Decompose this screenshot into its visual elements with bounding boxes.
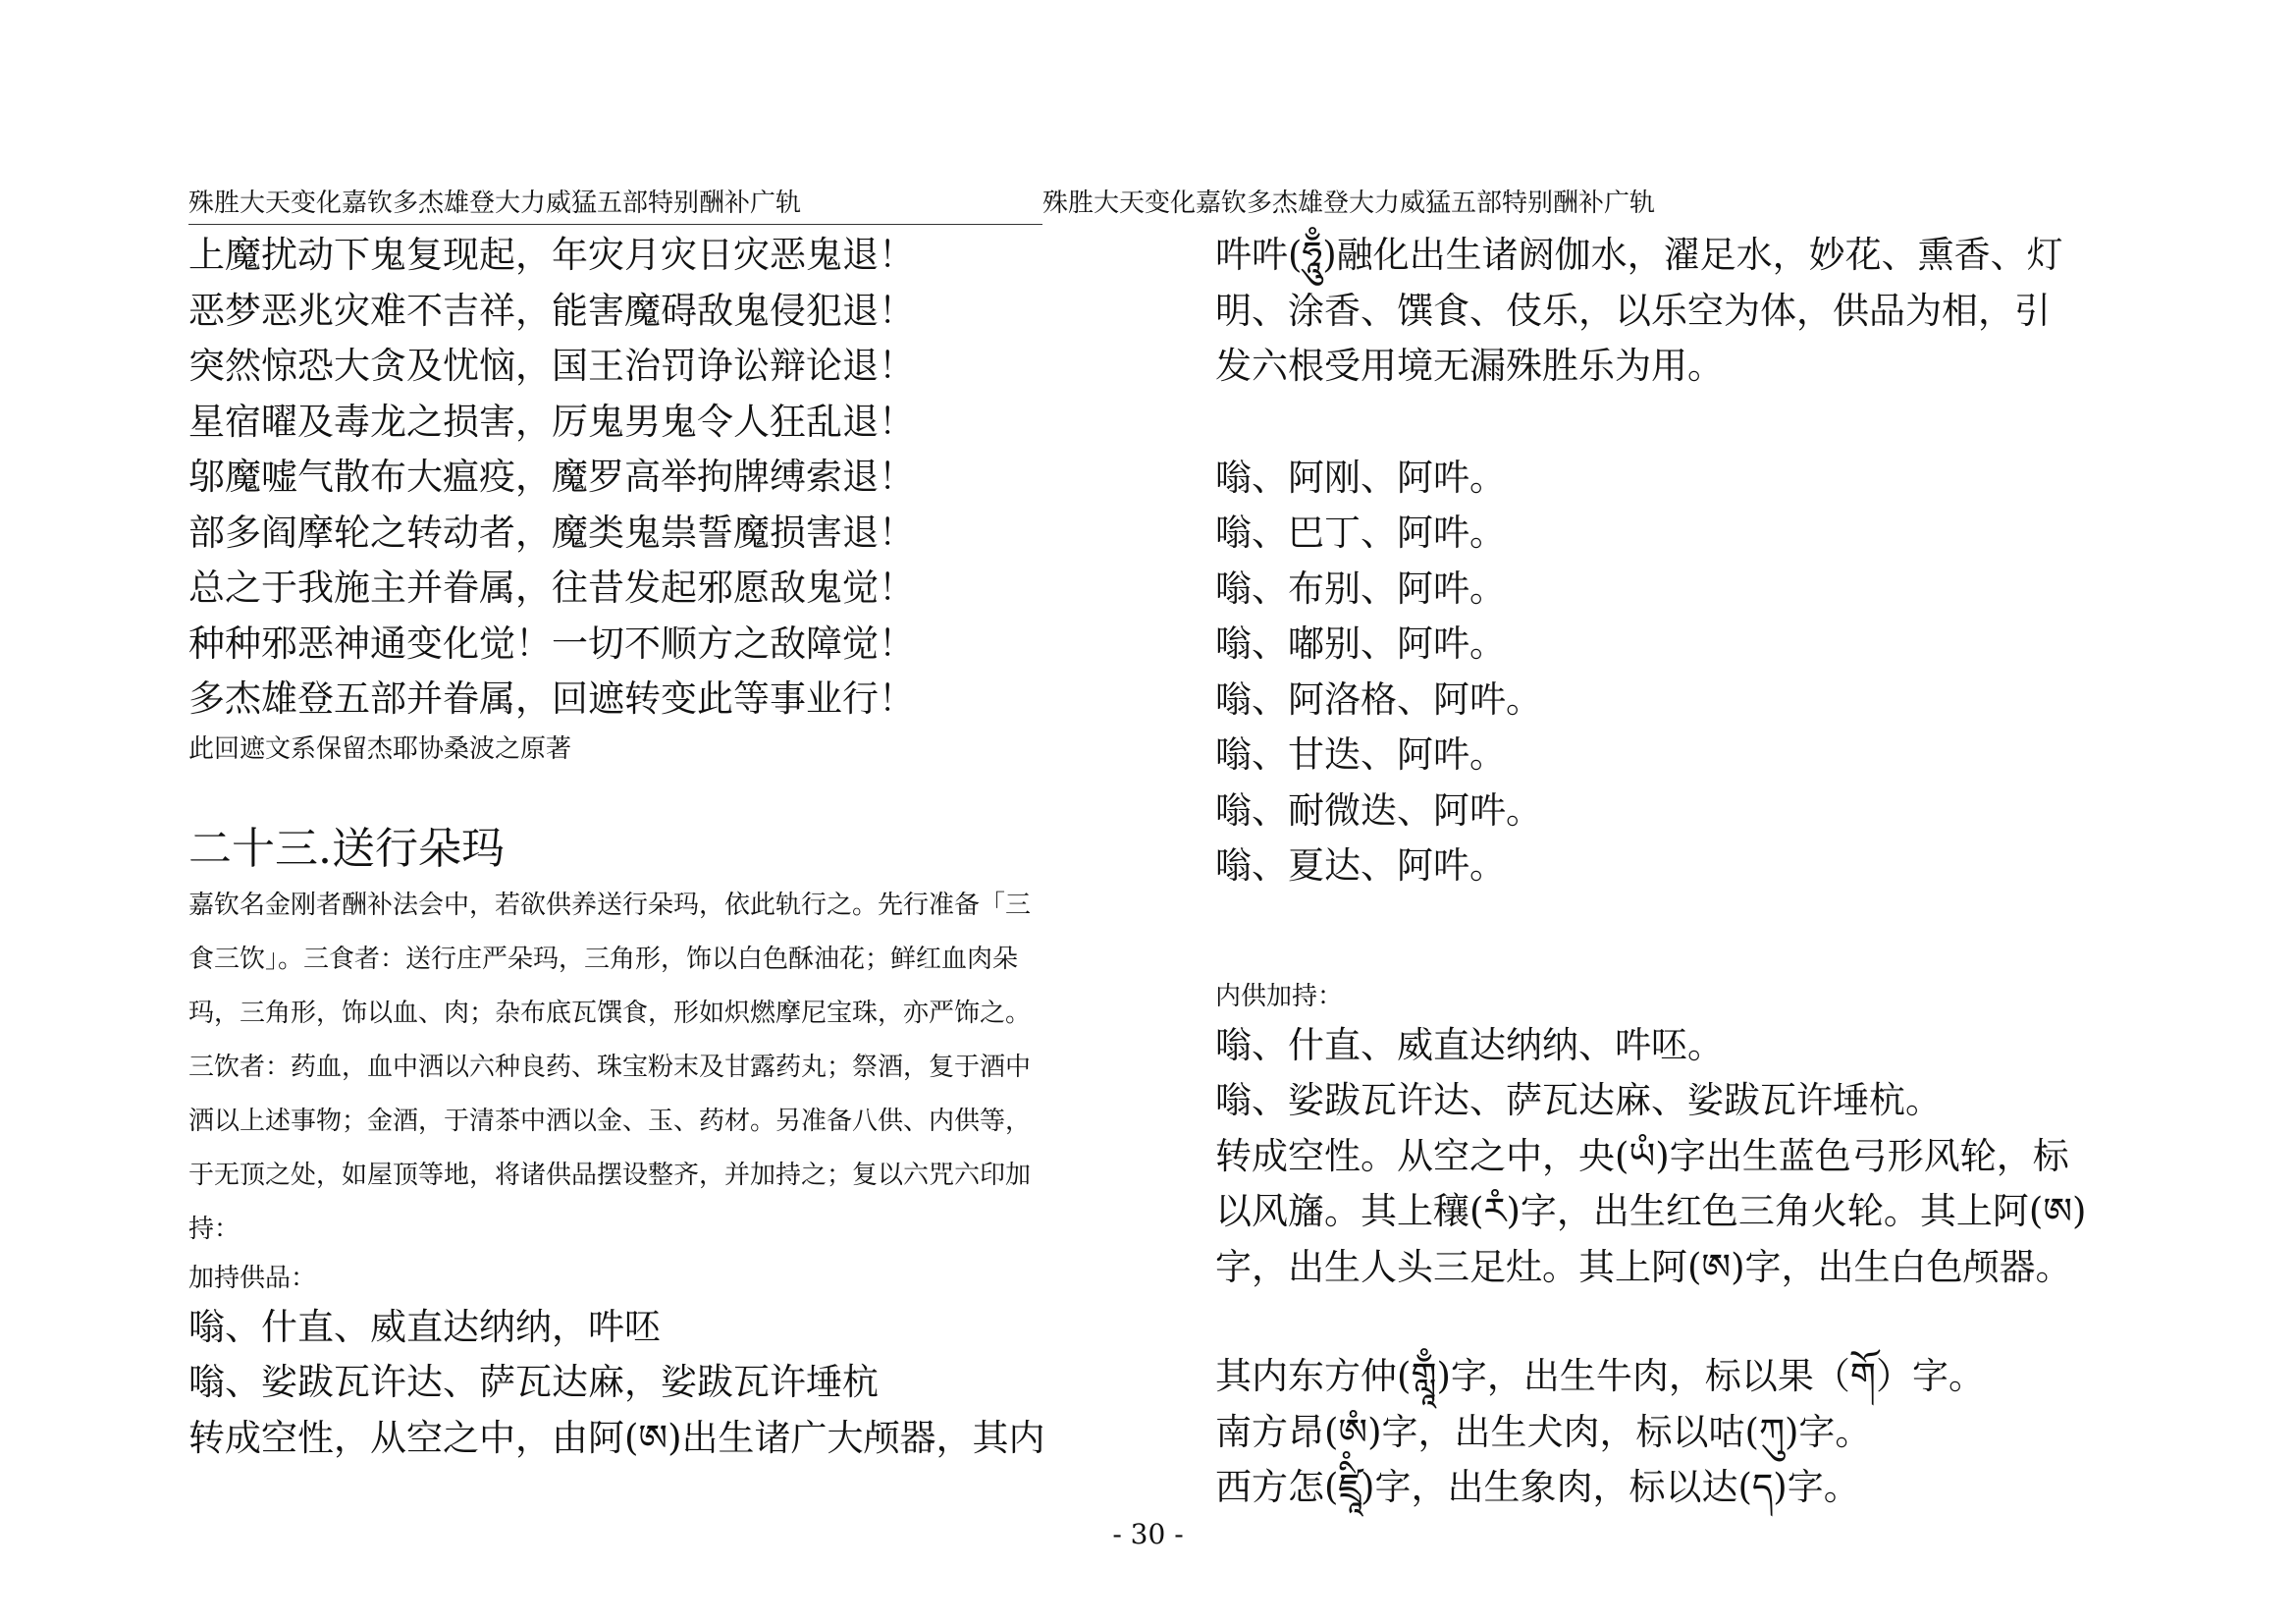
left-column [188, 228, 1111, 1466]
mantra-line: 嗡、阿洛格、阿吽。 [1215, 677, 1542, 721]
bless-offerings-label: 加持供品： [188, 1263, 317, 1293]
verse-attribution-note: 此回遮文系保留杰耶协桑波之原著 [188, 733, 572, 764]
inner-line: 字，出生人头三足灶。其上阿(ཨ)字，出生白色颅器。 [1215, 1245, 2072, 1288]
header-rule [188, 224, 1042, 225]
intro-line: 于无顶之处，如屋顶等地，将诸供品摆设整齐，并加持之；复以六咒六印加 [188, 1160, 1032, 1190]
inner-line: 嗡、什直、威直达纳纳、吽呸。 [1215, 1023, 1724, 1066]
inner-line: 以风旛。其上穰(རཾ)字，出生红色三角火轮。其上阿(ཨ) [1215, 1190, 2087, 1232]
opening-line: 发六根受用境无漏殊胜乐为用。 [1215, 345, 1724, 387]
mantra-line: 嗡、甘迭、阿吽。 [1215, 733, 1506, 776]
intro-line: 嘉钦名金刚者酬补法会中，若欲供养送行朵玛，依此轨行之。先行准备「三 [188, 890, 1032, 920]
intro-line: 食三饮」。三食者：送行庄严朵玛，三角形，饰以白色酥油花；鲜红血肉朵 [188, 944, 1019, 974]
mantra-line: 嗡、耐微迭、阿吽。 [1215, 788, 1542, 832]
verse-line: 多杰雄登五部并眷属，回遮转变此等事业行！ [188, 677, 915, 720]
inner-offering-label: 内供加持： [1215, 981, 1344, 1011]
verse-line: 部多阎摩轮之转动者，魔类鬼祟誓魔损害退！ [188, 511, 915, 554]
intro-paragraph [188, 879, 1111, 1257]
mantra-line: 嗡、嘟别、阿吽。 [1215, 622, 1506, 665]
verse-line: 星宿曜及毒龙之损害，厉鬼男鬼令人狂乱退！ [188, 400, 915, 443]
inner-line: 转成空性。从空之中，央(ཡཾ)字出生蓝色弓形风轮，标 [1215, 1134, 2069, 1177]
page-number: - 30 - [1112, 1518, 1184, 1550]
meat-line: 其内东方仲(གླཱྃ)字，出生牛肉，标以果（གོ）字。 [1215, 1355, 1985, 1397]
intro-line: 玛，三角形，饰以血、肉；杂布底瓦馔食，形如炽燃摩尼宝珠，亦严饰之。 [188, 998, 1032, 1028]
section-title: 二十三.送行朵玛 [188, 823, 505, 874]
mantra-line: 嗡、夏达、阿吽。 [1215, 844, 1506, 887]
inner-line: 嗡、娑跋瓦许达、萨瓦达麻、娑跋瓦许埵杭。 [1215, 1079, 1942, 1121]
bless-line: 嗡、娑跋瓦许达、萨瓦达麻，娑跋瓦许埵杭 [188, 1361, 879, 1403]
verse-line: 种种邪恶神通变化觉！一切不顺方之敌障觉！ [188, 622, 915, 665]
intro-line: 持： [188, 1214, 240, 1244]
meat-line: 西方怎(ཛྲཱིཾ)字，出生象肉，标以达(ད)字。 [1215, 1466, 1860, 1508]
intro-line: 洒以上述事物；金酒，于清茶中洒以金、玉、药材。另准备八供、内供等， [188, 1106, 1032, 1136]
verse-line: 邬魔嘘气散布大瘟疫，魔罗高举拘牌缚索退！ [188, 456, 915, 498]
mantra-line: 嗡、布别、阿吽。 [1215, 567, 1506, 610]
meat-line: 南方昂(ཨཾ)字，出生犬肉，标以咕(ཀུ)字。 [1215, 1410, 1872, 1453]
bless-line: 转成空性，从空之中，由阿(ཨ)出生诸广大颅器，其内 [188, 1416, 1045, 1459]
opening-line: 明、涂香、馔食、伎乐，以乐空为体，供品为相，引 [1215, 289, 2051, 332]
opening-line: 吽吽(ཧཱུྃ)融化出生诸阏伽水，濯足水，妙花、熏香、灯 [1215, 234, 2063, 276]
mantra-line: 嗡、阿刚、阿吽。 [1215, 456, 1506, 499]
verse-line: 恶梦恶兆灾难不吉祥，能害魔碍敌鬼侵犯退！ [188, 289, 915, 332]
running-header-right: 殊胜大天变化嘉钦多杰雄登大力威猛五部特别酬补广轨 [1042, 189, 1656, 218]
intro-line: 三饮者：药血，血中洒以六种良药、珠宝粉末及甘露药丸；祭酒，复于酒中 [188, 1052, 1032, 1082]
running-header-left: 殊胜大天变化嘉钦多杰雄登大力威猛五部特别酬补广轨 [188, 189, 802, 218]
verse-line: 突然惊恐大贪及忧恼，国王治罚诤讼辩论退！ [188, 345, 915, 387]
verse-block [188, 228, 1111, 728]
bless-line: 嗡、什直、威直达纳纳，吽呸 [188, 1305, 661, 1348]
right-column [1215, 228, 2128, 1516]
offering-mantra-list [1215, 451, 2128, 894]
mantra-line: 嗡、巴丁、阿吽。 [1215, 512, 1506, 554]
verse-line: 总之于我施主并眷属，往昔发起邪愿敌鬼觉！ [188, 567, 915, 609]
verse-line: 上魔扰动下鬼复现起，年灾月灾日灾恶鬼退！ [188, 234, 915, 276]
